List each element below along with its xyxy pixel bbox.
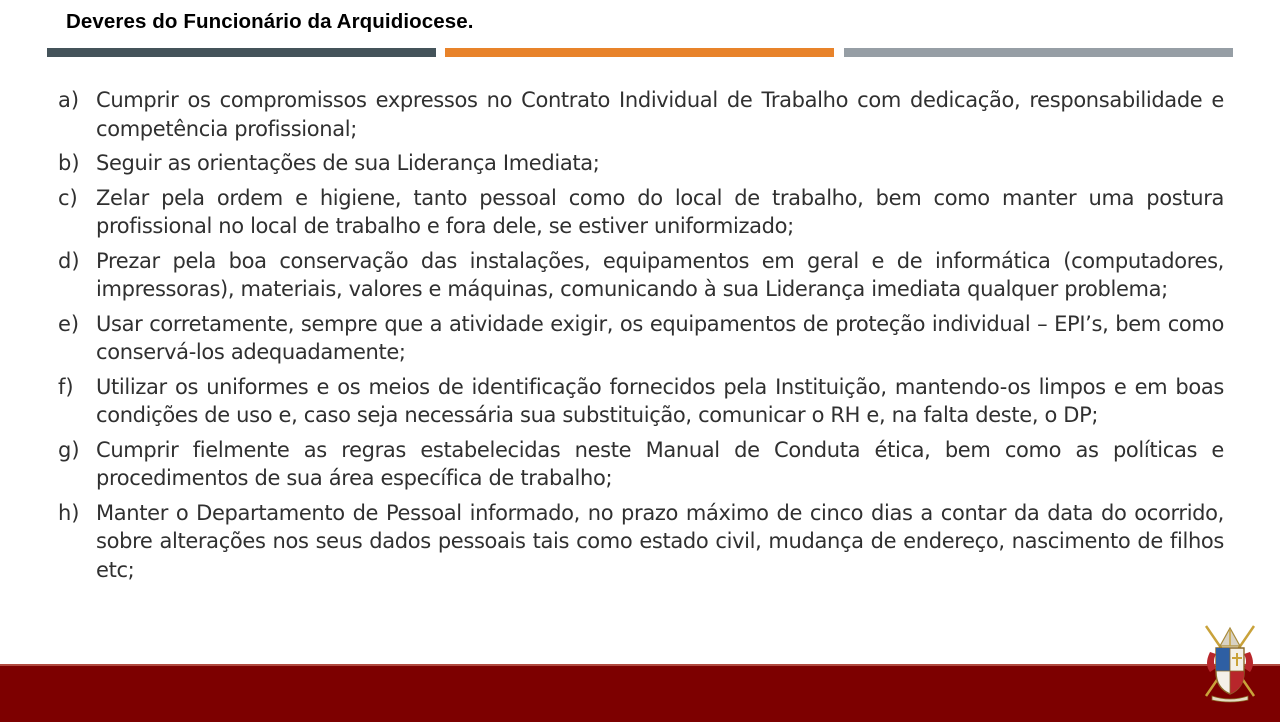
duty-marker: h)	[58, 500, 80, 525]
duty-item-g	[58, 436, 1224, 493]
duty-item-b	[58, 149, 1224, 178]
duty-item-h	[58, 499, 1224, 585]
duty-marker: f)	[58, 374, 74, 399]
duty-item-a	[58, 86, 1224, 143]
duty-marker: d)	[58, 248, 80, 273]
divider-bar-left	[47, 48, 436, 57]
duty-marker: c)	[58, 185, 78, 210]
footer-band	[0, 664, 1280, 722]
duty-item-f	[58, 373, 1224, 430]
duty-text: Seguir as orientações de sua Liderança Imediata;	[96, 151, 600, 175]
duty-text: Usar corretamente, sempre que a atividade exigir, os equipamentos de proteção individual – EPI’s, bem como conservá-los adequadamente;	[96, 311, 1224, 364]
divider-bar-right	[844, 48, 1233, 57]
duty-marker: a)	[58, 88, 80, 112]
duty-text: Prezar pela boa conservação das instalações, equipamentos em geral e de informática (computadores, impressoras), materiais, valores e máquinas, comunicando à sua Liderança imediata qualquer problema;	[96, 248, 1224, 301]
duty-marker: g)	[58, 437, 80, 462]
duty-text: Cumprir os compromissos expressos no Contrato Individual de Trabalho com dedicação, responsabilidade e competência profissional;	[96, 88, 1224, 141]
duty-item-c	[58, 184, 1224, 241]
duty-item-e	[58, 310, 1224, 367]
duty-marker: e)	[58, 311, 80, 336]
divider-bar-middle	[445, 48, 834, 57]
duty-item-d	[58, 247, 1224, 304]
duty-text: Utilizar os uniformes e os meios de identificação fornecidos pela Instituição, mantendo-os limpos e em boas condições de uso e, caso seja necessária sua substituição, comunicar o RH e, na falta deste, o DP;	[96, 374, 1224, 427]
duty-text: Cumprir fielmente as regras estabelecidas neste Manual de Conduta ética, bem como as políticas e procedimentos de sua área específica de trabalho;	[96, 437, 1224, 490]
duty-marker: b)	[58, 151, 80, 175]
slide-title: Deveres do Funcionário da Arquidiocese.	[66, 10, 474, 33]
duty-text: Manter o Departamento de Pessoal informado, no prazo máximo de cinco dias a contar da data do ocorrido, sobre alterações nos seus dados pessoais tais como estado civil, mudança de endereço, nascimento de filhos etc;	[96, 500, 1224, 582]
archdiocese-coat-of-arms-icon	[1198, 622, 1262, 704]
duty-text: Zelar pela ordem e higiene, tanto pessoal como do local de trabalho, bem como manter uma postura profissional no local de trabalho e fora dele, se estiver uniformizado;	[96, 185, 1224, 238]
duties-list	[58, 86, 1224, 590]
